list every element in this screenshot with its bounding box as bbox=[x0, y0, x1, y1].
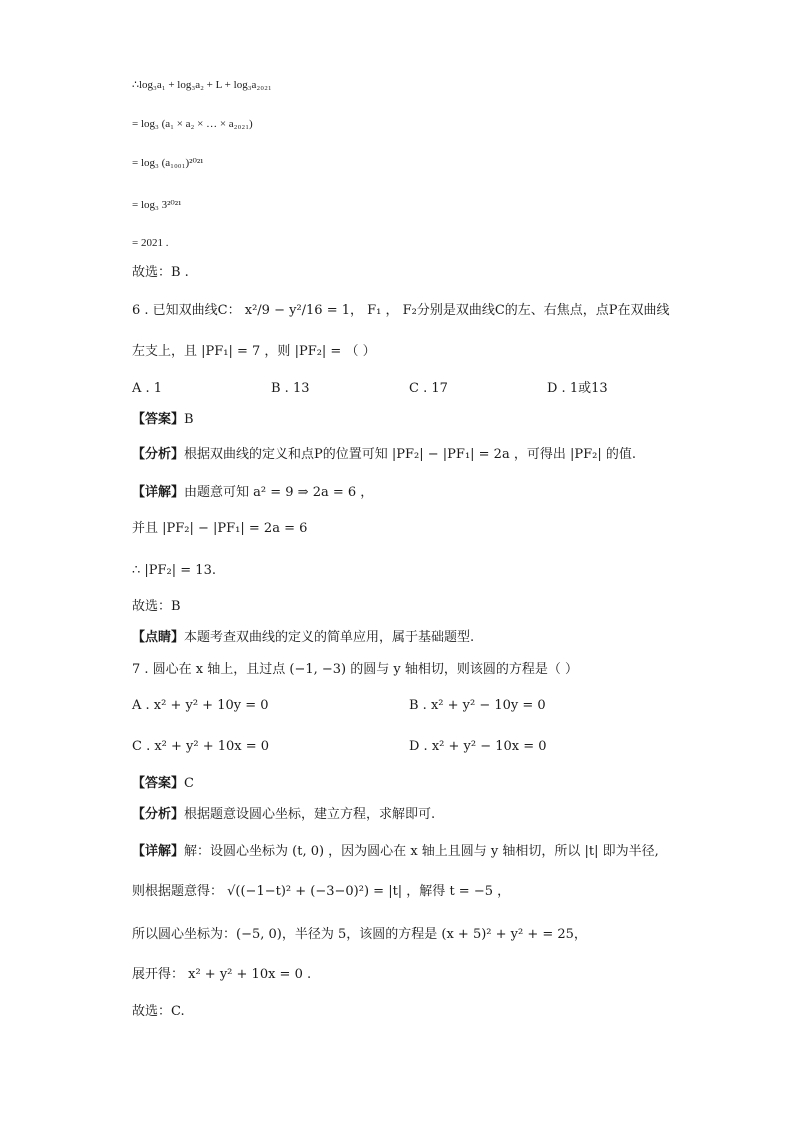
solution-step: = log₃ 3²⁰²¹ bbox=[132, 199, 182, 211]
detail-line bbox=[132, 484, 373, 502]
option-d: D . x² + y² − 10x = 0 bbox=[409, 739, 547, 754]
option-c: C . x² + y² + 10x = 0 bbox=[132, 739, 270, 754]
detail-text: 由题意可知 a² = 9 ⇒ 2a = 6 ， bbox=[184, 485, 374, 500]
comment-tag: 【点睛】 bbox=[132, 630, 185, 645]
solution-step: = log₃ (a₁ × a₂ × … × a₂₀₂₁) bbox=[132, 118, 253, 130]
analysis-line bbox=[132, 446, 636, 464]
detail-tag: 【详解】 bbox=[132, 844, 185, 859]
answer-line bbox=[132, 775, 194, 793]
analysis-line bbox=[132, 806, 435, 824]
answer-tag: 【答案】 bbox=[132, 776, 185, 791]
analysis-text: 根据双曲线的定义和点P的位置可知 |PF₂| − |PF₁| = 2a ，可得出 |PF₂| 的值. bbox=[184, 447, 636, 462]
choice-line: 故选：B . bbox=[132, 265, 189, 280]
answer-value: B bbox=[184, 412, 194, 427]
option-d: D . 1或13 bbox=[547, 381, 608, 396]
choice-line: 故选：C. bbox=[132, 1004, 185, 1019]
solution-step: = 2021 . bbox=[132, 237, 169, 249]
option-a: A . x² + y² + 10y = 0 bbox=[132, 698, 269, 713]
option-c: C . 17 bbox=[409, 381, 448, 396]
analysis-tag: 【分析】 bbox=[132, 447, 185, 462]
detail-tag: 【详解】 bbox=[132, 485, 185, 500]
answer-line bbox=[132, 411, 194, 429]
option-b: B . 13 bbox=[271, 381, 310, 396]
solution-step: = log₃ (a₁₀₀₁)²⁰²¹ bbox=[132, 157, 204, 169]
question-6-stem-cont: 左支上，且 |PF₁| = 7 ，则 |PF₂| = （ ） bbox=[132, 344, 376, 359]
choice-line: 故选：B bbox=[132, 599, 181, 614]
solution-step: ∴log₃a₁ + log₃a₂ + L + log₃a₂₀₂₁ bbox=[132, 79, 272, 91]
comment-line bbox=[132, 629, 474, 647]
detail-text: 解：设圆心坐标为 (t, 0) ，因为圆心在 x 轴上且圆与 y 轴相切，所以 |t| 即为半径, bbox=[184, 844, 659, 859]
detail-line bbox=[132, 843, 659, 861]
analysis-text: 根据题意设圆心坐标，建立方程，求解即可. bbox=[184, 807, 436, 822]
detail-line: 所以圆心坐标为：(−5, 0)，半径为 5，该圆的方程是 (x + 5)² + y² + = 25， bbox=[132, 927, 587, 942]
question-7-stem: 7 . 圆心在 x 轴上，且过点 (−1, −3) 的圆与 y 轴相切，则该圆的方程是（ ） bbox=[132, 662, 579, 677]
detail-line: 展开得： x² + y² + 10x = 0 . bbox=[132, 967, 312, 982]
option-a: A . 1 bbox=[132, 381, 163, 396]
option-b: B . x² + y² − 10y = 0 bbox=[409, 698, 546, 713]
detail-line: ∴ |PF₂| = 13. bbox=[132, 563, 216, 578]
detail-line: 则根据题意得： √((−1−t)² + (−3−0)²) = |t| ，解得 t = −5 ， bbox=[132, 884, 511, 899]
detail-line: 并且 |PF₂| − |PF₁| = 2a = 6 bbox=[132, 521, 308, 536]
comment-text: 本题考查双曲线的定义的简单应用，属于基础题型. bbox=[184, 630, 475, 645]
answer-value: C bbox=[184, 776, 194, 791]
answer-tag: 【答案】 bbox=[132, 412, 185, 427]
question-6-stem: 6 . 已知双曲线C： x²/9 − y²/16 = 1， F₁ ， F₂分别是双曲线C的左、右焦点，点P在双曲线 bbox=[132, 303, 670, 318]
analysis-tag: 【分析】 bbox=[132, 807, 185, 822]
